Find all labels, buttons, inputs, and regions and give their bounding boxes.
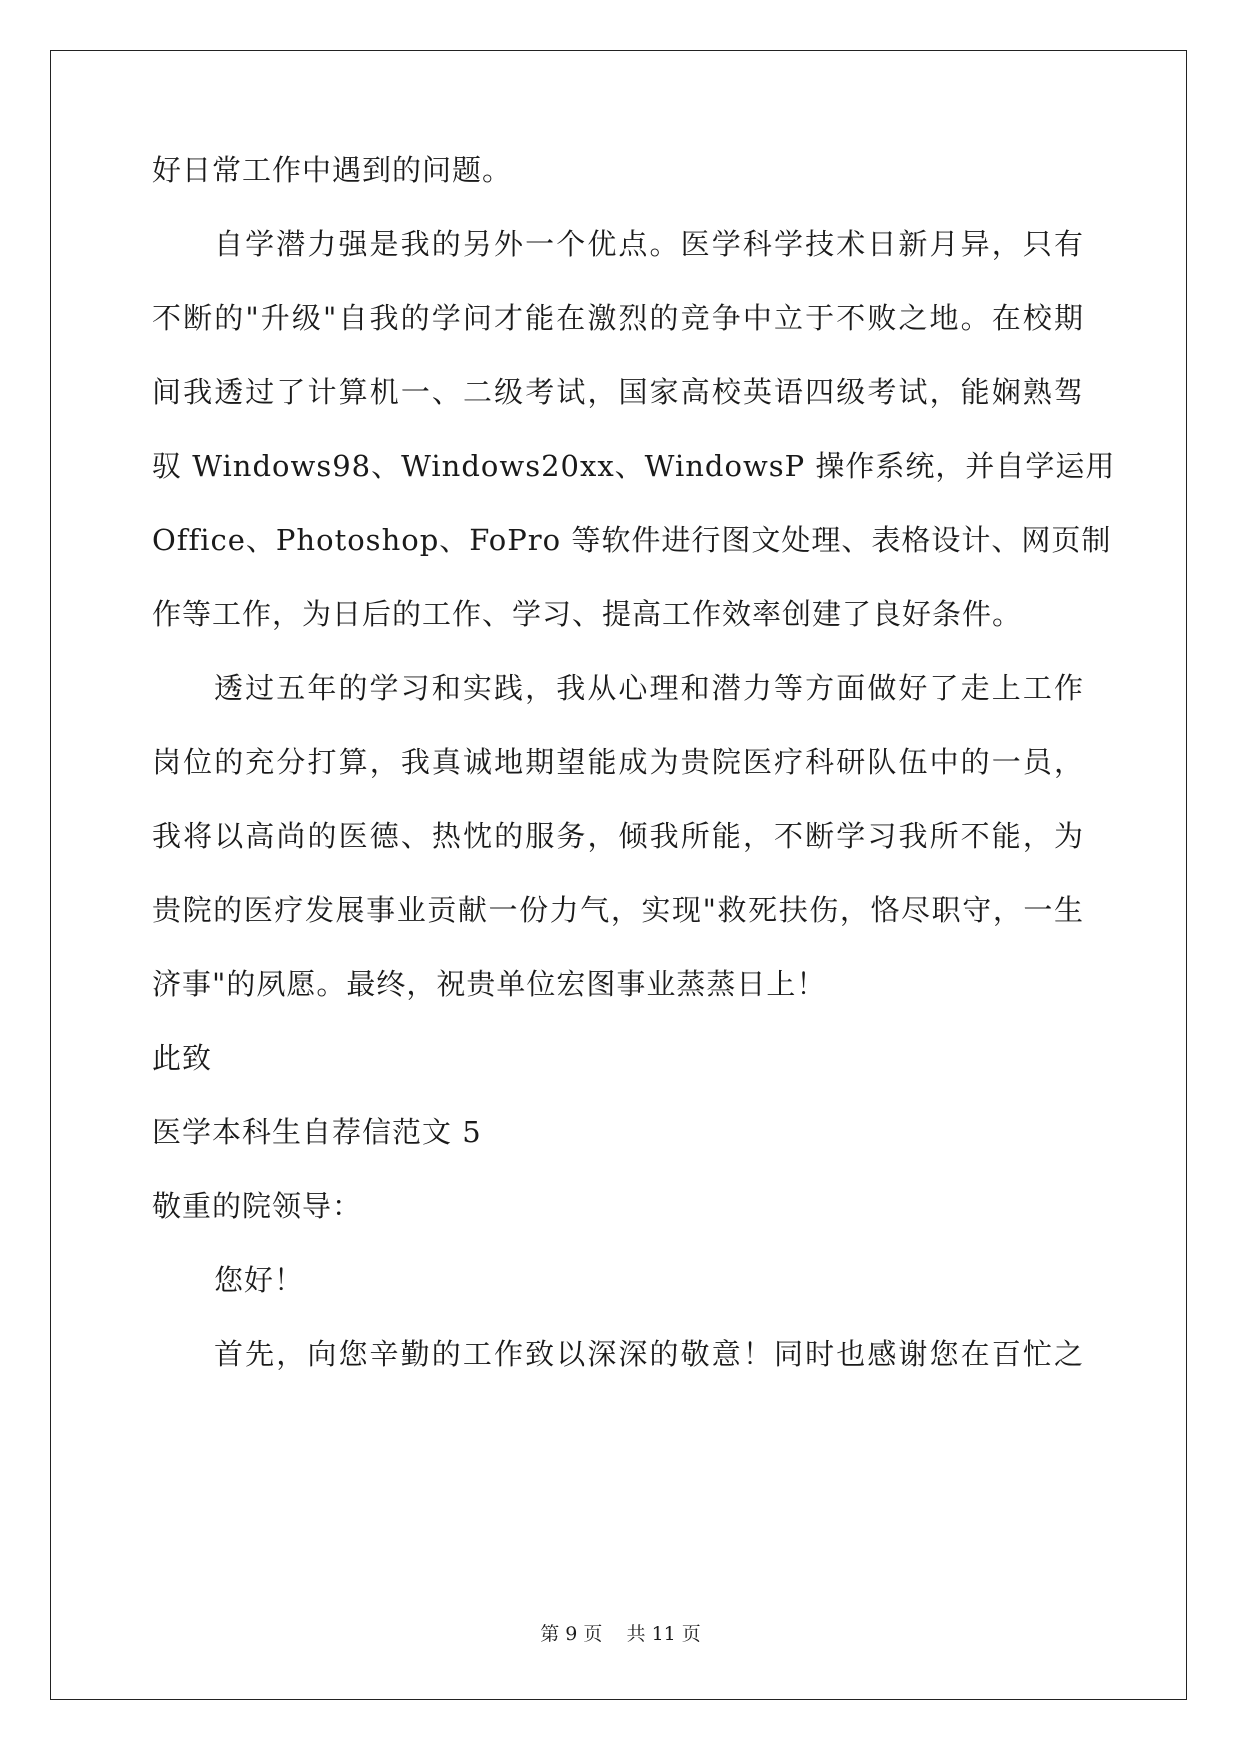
text-line-3: 不断的"升级"自我的学问才能在激烈的竞争中立于不败之地。在校期: [152, 301, 1084, 335]
text-line-6: Office、Photoshop、FoPro 等软件进行图文处理、表格设计、网页制: [152, 523, 1112, 557]
text-line-2: 自学潜力强是我的另外一个优点。医学科学技术日新月异，只有: [214, 227, 1084, 261]
text-line-7: 作等工作，为日后的工作、学习、提高工作效率创建了良好条件。: [152, 597, 1023, 631]
letter-hello: 您好！: [214, 1263, 305, 1297]
letter-greeting: 敬重的院领导：: [152, 1189, 363, 1223]
text-line-5: 驭 Windows98、Windows20xx、WindowsP 操作系统，并自学运用: [152, 449, 1116, 483]
text-line-9: 岗位的充分打算，我真诚地期望能成为贵院医疗科研队伍中的一员，: [152, 745, 1084, 779]
text-line-12: 济事"的夙愿。最终，祝贵单位宏图事业蒸蒸日上！: [152, 967, 827, 1001]
text-line-1: 好日常工作中遇到的问题。: [152, 153, 513, 187]
text-line-17: 首先，向您辛勤的工作致以深深的敬意！同时也感谢您在百忙之: [214, 1337, 1084, 1371]
text-line-8: 透过五年的学习和实践，我从心理和潜力等方面做好了走上工作: [214, 671, 1084, 705]
text-line-11: 贵院的医疗发展事业贡献一份力气，实现"救死扶伤，恪尽职守，一生: [152, 893, 1084, 927]
text-line-4: 间我透过了计算机一、二级考试，国家高校英语四级考试，能娴熟驾: [152, 375, 1084, 409]
page-number-footer: 第 9 页 共 11 页: [540, 1623, 701, 1645]
closing-salutation: 此致: [152, 1041, 213, 1075]
text-line-10: 我将以高尚的医德、热忱的服务，倾我所能，不断学习我所不能，为: [152, 819, 1084, 853]
section-heading: 医学本科生自荐信范文 5: [152, 1115, 482, 1149]
